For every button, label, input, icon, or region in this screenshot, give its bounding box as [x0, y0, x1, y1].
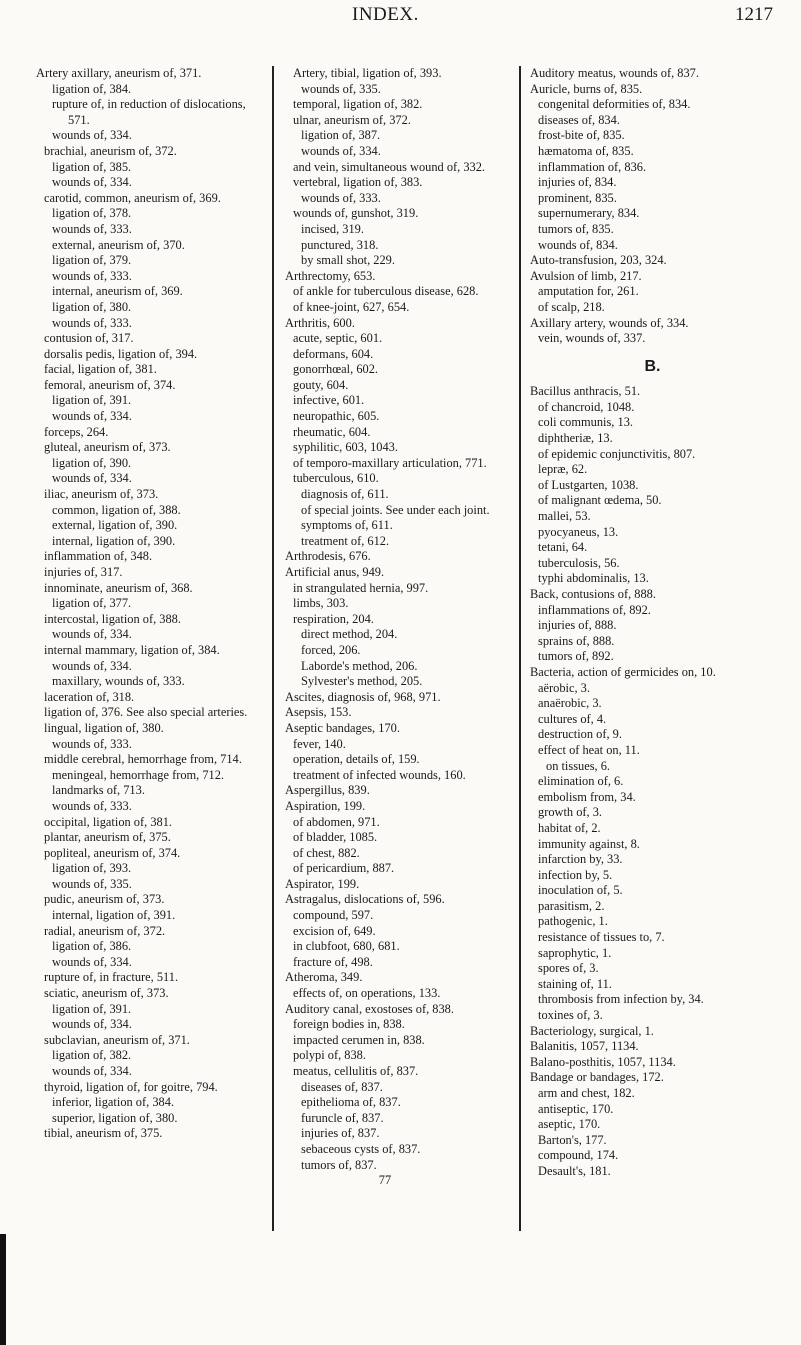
- index-entry: Bandage or bandages, 172.: [530, 1070, 664, 1085]
- index-entry: in clubfoot, 680, 681.: [293, 939, 400, 954]
- index-entry: sebaceous cysts of, 837.: [301, 1141, 421, 1156]
- index-entry: Bacillus anthracis, 51.: [530, 384, 641, 399]
- index-entry: pyocyaneus, 13.: [538, 524, 619, 539]
- index-entry: limbs, 303.: [293, 596, 349, 611]
- index-entry: superior, ligation of, 380.: [52, 1110, 178, 1125]
- index-entry: parasitism, 2.: [538, 898, 605, 913]
- index-column-3: [530, 66, 775, 1180]
- index-entry: wounds of, 334.: [52, 1017, 132, 1032]
- index-entry: staining of, 11.: [538, 976, 612, 991]
- index-entry: tuberculosis, 56.: [538, 555, 620, 570]
- index-entry: internal, ligation of, 391.: [52, 908, 176, 923]
- footer-signature: 77: [378, 1173, 392, 1188]
- index-entry: internal, aneurism of, 369.: [52, 284, 183, 299]
- index-entry: Arthrodesis, 676.: [285, 549, 371, 564]
- index-entry: effect of heat on, 11.: [538, 742, 640, 757]
- index-entry: treatment of infected wounds, 160.: [293, 767, 466, 782]
- index-entry: ligation of, 377.: [52, 596, 132, 611]
- index-entry: injuries of, 834.: [538, 175, 617, 190]
- index-entry: of ankle for tuberculous disease, 628.: [293, 284, 479, 299]
- column-rule-right: [519, 66, 521, 1231]
- index-entry: arm and chest, 182.: [538, 1086, 635, 1100]
- index-entry: of abdomen, 971.: [293, 814, 380, 829]
- index-entry: polypi of, 838.: [293, 1048, 366, 1063]
- index-entry: of chest, 882.: [293, 845, 360, 860]
- index-entry: Astragalus, dislocations of, 596.: [285, 892, 445, 907]
- index-column-2: [285, 66, 511, 1189]
- index-entry: immunity against, 8.: [538, 836, 640, 851]
- index-entry: iliac, aneurism of, 373.: [44, 487, 159, 502]
- index-entry: Balano-posthitis, 1057, 1134.: [530, 1054, 676, 1069]
- index-entry: impacted cerumen in, 838.: [293, 1032, 425, 1047]
- index-entry: inoculation of, 5.: [538, 883, 623, 898]
- index-entry: symptoms of, 611.: [301, 518, 393, 533]
- index-entry: radial, aneurism of, 372.: [44, 923, 166, 938]
- index-entry: wounds of, gunshot, 319.: [293, 206, 419, 221]
- index-entry: incised, 319.: [301, 221, 364, 236]
- index-entry: Aspiration, 199.: [285, 798, 366, 813]
- index-entry: inflammations of, 892.: [538, 602, 651, 617]
- index-entry: Arthrectomy, 653.: [285, 268, 376, 283]
- index-entry: fracture of, 498.: [293, 954, 373, 969]
- index-entry: ulnar, aneurism of, 372.: [293, 112, 411, 127]
- index-entry: gluteal, aneurism of, 373.: [44, 440, 171, 455]
- index-entry: of malignant œdema, 50.: [538, 493, 662, 508]
- index-entry: wounds of, 834.: [538, 237, 618, 252]
- index-entry: Bacteriology, surgical, 1.: [530, 1023, 654, 1038]
- index-entry: wounds of, 335.: [52, 876, 132, 891]
- index-entry: acute, septic, 601.: [293, 331, 383, 346]
- index-entry: external, ligation of, 390.: [52, 518, 178, 533]
- index-entry: ligation of, 387.: [301, 128, 381, 143]
- index-entry: coli communis, 13.: [538, 415, 633, 430]
- index-entry: vertebral, ligation of, 383.: [293, 175, 423, 190]
- page-number: 1217: [735, 4, 773, 25]
- index-column-1: [36, 66, 261, 1142]
- index-entry: fever, 140.: [293, 736, 346, 751]
- index-entry: infection by, 5.: [538, 867, 613, 882]
- index-entry: resistance of tissues to, 7.: [538, 930, 665, 945]
- index-entry: compound, 597.: [293, 908, 374, 923]
- column-rule-left: [272, 66, 274, 1231]
- index-entry: pathogenic, 1.: [538, 914, 608, 929]
- index-entry: of epidemic conjunctivitis, 807.: [538, 446, 696, 461]
- index-entry: pudic, aneurism of, 373.: [44, 892, 165, 907]
- index-entry: of Lustgarten, 1038.: [538, 477, 639, 492]
- index-entry: prominent, 835.: [538, 190, 617, 205]
- index-entry: aseptic, 170.: [538, 1117, 601, 1132]
- index-entry: excision of, 649.: [293, 923, 376, 938]
- index-entry: growth of, 3.: [538, 805, 603, 820]
- index-entry: ligation of, 391.: [52, 1001, 132, 1016]
- index-entry: typhi abdominalis, 13.: [538, 571, 649, 586]
- index-entry: middle cerebral, hemorrhage from, 714.: [44, 752, 242, 767]
- index-entry: wounds of, 334.: [301, 143, 381, 158]
- index-entry: diphtheriæ, 13.: [538, 431, 613, 446]
- index-entry: Axillary artery, wounds of, 334.: [530, 315, 689, 330]
- index-entry: common, ligation of, 388.: [52, 502, 181, 517]
- index-entry: in strangulated hernia, 997.: [293, 580, 429, 595]
- index-entry: inflammation of, 836.: [538, 159, 647, 174]
- index-entry: plantar, aneurism of, 375.: [44, 830, 171, 845]
- index-entry: forceps, 264.: [44, 424, 109, 439]
- index-entry: of knee-joint, 627, 654.: [293, 299, 410, 314]
- index-entry: tumors of, 837.: [301, 1157, 377, 1172]
- index-entry: habitat of, 2.: [538, 820, 601, 835]
- index-entry: wounds of, 333.: [52, 221, 132, 236]
- index-entry: Auditory meatus, wounds of, 837.: [530, 66, 699, 80]
- index-entry: ligation of, 384.: [52, 81, 132, 96]
- index-entry: respiration, 204.: [293, 611, 374, 626]
- index-entry: rupture of, in reduction of dislocations, 571.: [52, 97, 246, 127]
- index-entry: Asepsis, 153.: [285, 705, 352, 720]
- index-entry: by small shot, 229.: [301, 253, 395, 268]
- index-entry: Arthritis, 600.: [285, 315, 355, 330]
- index-entry: wounds of, 334.: [52, 175, 132, 190]
- index-entry: cultures of, 4.: [538, 711, 607, 726]
- index-column-3-entries-a: [530, 66, 775, 347]
- index-entry: wounds of, 334.: [52, 1064, 132, 1078]
- index-entry: external, aneurism of, 370.: [52, 237, 185, 252]
- index-entry: laceration of, 318.: [44, 689, 135, 704]
- index-entry: aërobic, 3.: [538, 680, 590, 695]
- index-entry: ligation of, 379.: [52, 253, 132, 268]
- index-entry: inferior, ligation of, 384.: [52, 1095, 175, 1110]
- index-entry: congenital deformities of, 834.: [538, 97, 691, 112]
- index-entry: injuries of, 888.: [538, 618, 617, 633]
- index-entry: wounds of, 333.: [52, 798, 132, 813]
- index-entry: internal mammary, ligation of, 384.: [44, 642, 220, 657]
- index-entry: ligation of, 380.: [52, 299, 132, 314]
- index-entry: wounds of, 334.: [52, 471, 132, 486]
- index-entry: mallei, 53.: [538, 509, 591, 524]
- index-entry: operation, details of, 159.: [293, 752, 420, 767]
- index-entry: Auricle, burns of, 835.: [530, 81, 643, 96]
- index-entry: temporal, ligation of, 382.: [293, 97, 423, 112]
- index-entry: Aspirator, 199.: [285, 876, 360, 891]
- index-entry: embolism from, 34.: [538, 789, 636, 804]
- index-entry: wounds of, 333.: [52, 268, 132, 283]
- index-entry: wounds of, 334.: [52, 954, 132, 969]
- index-entry: wounds of, 333.: [301, 190, 381, 205]
- index-entry: direct method, 204.: [301, 627, 398, 642]
- index-entry: hæmatoma of, 835.: [538, 143, 634, 158]
- index-entry: tuberculous, 610.: [293, 471, 379, 486]
- index-entry: tetani, 64.: [538, 540, 588, 555]
- index-entry: injuries of, 317.: [44, 565, 123, 579]
- index-entry: of pericardium, 887.: [293, 861, 395, 876]
- index-entry: inflammation of, 348.: [44, 549, 153, 564]
- index-entry: neuropathic, 605.: [293, 409, 380, 424]
- index-entry: femoral, aneurism of, 374.: [44, 377, 176, 392]
- index-entry: rheumatic, 604.: [293, 424, 371, 439]
- section-letter-heading: B.: [644, 357, 661, 375]
- index-entry: vein, wounds of, 337.: [538, 331, 646, 346]
- index-entry: internal, ligation of, 390.: [52, 533, 176, 548]
- index-entry: elimination of, 6.: [538, 774, 624, 789]
- index-entry: forced, 206.: [301, 642, 361, 657]
- index-entry: lepræ, 62.: [538, 462, 588, 477]
- index-entry: ligation of, 391.: [52, 393, 132, 408]
- page-header: [0, 2, 801, 28]
- index-entry: of scalp, 218.: [538, 299, 605, 314]
- index-entry: wounds of, 334.: [52, 658, 132, 673]
- index-entry: destruction of, 9.: [538, 727, 622, 742]
- index-entry: intercostal, ligation of, 388.: [44, 611, 181, 626]
- index-entry: infarction by, 33.: [538, 852, 623, 867]
- index-entry: Artificial anus, 949.: [285, 565, 385, 579]
- index-entry: diseases of, 837.: [301, 1079, 383, 1094]
- index-entry: wounds of, 334.: [52, 409, 132, 424]
- index-entry: furuncle of, 837.: [301, 1110, 384, 1125]
- index-entry: diagnosis of, 611.: [301, 487, 389, 502]
- index-entry: of temporo-maxillary articulation, 771.: [293, 455, 487, 470]
- index-entry: Barton's, 177.: [538, 1132, 607, 1147]
- index-entry: foreign bodies in, 838.: [293, 1017, 405, 1032]
- index-entry: maxillary, wounds of, 333.: [52, 674, 185, 689]
- index-entry: treatment of, 612.: [301, 533, 390, 548]
- index-entry: amputation for, 261.: [538, 284, 639, 299]
- index-entry: thrombosis from infection by, 34.: [538, 992, 704, 1007]
- index-entry: facial, ligation of, 381.: [44, 362, 157, 377]
- index-entry: tibial, aneurism of, 375.: [44, 1126, 163, 1141]
- index-entry: infective, 601.: [293, 393, 365, 408]
- index-entry: punctured, 318.: [301, 237, 379, 252]
- index-entry: Balanitis, 1057, 1134.: [530, 1039, 639, 1054]
- index-entry: deformans, 604.: [293, 346, 374, 361]
- index-entry: of bladder, 1085.: [293, 830, 378, 845]
- running-title: INDEX.: [352, 4, 419, 25]
- index-entry: popliteal, aneurism of, 374.: [44, 845, 181, 860]
- scan-edge-mark: [0, 1234, 6, 1345]
- index-entry: compound, 174.: [538, 1148, 619, 1163]
- index-entry: ligation of, 376. See also special arteries.: [44, 705, 248, 720]
- index-entry: wounds of, 335.: [301, 81, 381, 96]
- index-entry: ligation of, 378.: [52, 206, 132, 221]
- index-entry: spores of, 3.: [538, 961, 599, 976]
- index-entry: thyroid, ligation of, for goitre, 794.: [44, 1079, 218, 1094]
- index-entry: landmarks of, 713.: [52, 783, 145, 798]
- index-entry: of special joints. See under each joint.: [301, 502, 490, 517]
- index-entry: injuries of, 837.: [301, 1126, 380, 1141]
- index-entry: Aspergillus, 839.: [285, 783, 370, 798]
- index-entry: Aseptic bandages, 170.: [285, 720, 400, 735]
- index-entry: wounds of, 334.: [52, 627, 132, 642]
- index-entry: saprophytic, 1.: [538, 945, 612, 960]
- index-entry: diseases of, 834.: [538, 112, 620, 127]
- index-entry: meatus, cellulitis of, 837.: [293, 1064, 419, 1078]
- index-entry: ligation of, 386.: [52, 939, 132, 954]
- index-column-2-entries: [285, 66, 511, 1173]
- index-entry: frost-bite of, 835.: [538, 128, 625, 143]
- index-entry: tumors of, 892.: [538, 649, 614, 664]
- index-entry: subclavian, aneurism of, 371.: [44, 1032, 190, 1047]
- index-entry: Artery, tibial, ligation of, 393.: [293, 66, 442, 80]
- index-entry: sprains of, 888.: [538, 633, 615, 648]
- index-entry: Atheroma, 349.: [285, 970, 363, 985]
- index-entry: contusion of, 317.: [44, 331, 134, 346]
- index-entry: on tissues, 6.: [546, 758, 611, 773]
- index-entry: Auditory canal, exostoses of, 838.: [285, 1001, 454, 1016]
- index-entry: gonorrhœal, 602.: [293, 362, 378, 377]
- index-entry: occipital, ligation of, 381.: [44, 814, 173, 829]
- index-entry: meningeal, hemorrhage from, 712.: [52, 767, 225, 782]
- index-entry: tumors of, 835.: [538, 221, 614, 236]
- index-entry: wounds of, 333.: [52, 736, 132, 751]
- index-entry: ligation of, 393.: [52, 861, 132, 876]
- index-entry: brachial, aneurism of, 372.: [44, 143, 177, 158]
- index-entry: toxines of, 3.: [538, 1008, 603, 1023]
- index-entry: Ascites, diagnosis of, 968, 971.: [285, 689, 441, 704]
- index-entry: sciatic, aneurism of, 373.: [44, 986, 169, 1001]
- index-entry: Artery axillary, aneurism of, 371.: [36, 66, 202, 80]
- index-entry: gouty, 604.: [293, 377, 349, 392]
- index-entry: Back, contusions of, 888.: [530, 587, 656, 601]
- index-entry: ligation of, 390.: [52, 455, 132, 470]
- index-entry: Desault's, 181.: [538, 1163, 611, 1178]
- index-entry: Auto-transfusion, 203, 324.: [530, 253, 667, 268]
- index-column-3-entries-b: [530, 384, 775, 1179]
- index-entry: syphilitic, 603, 1043.: [293, 440, 398, 455]
- index-entry: supernumerary, 834.: [538, 206, 640, 221]
- index-entry: Sylvester's method, 205.: [301, 674, 423, 689]
- index-entry: antiseptic, 170.: [538, 1101, 614, 1116]
- index-entry: Laborde's method, 206.: [301, 658, 418, 673]
- index-entry: ligation of, 382.: [52, 1048, 132, 1063]
- index-entry: effects of, on operations, 133.: [293, 986, 441, 1001]
- index-entry: innominate, aneurism of, 368.: [44, 580, 193, 595]
- index-entry: rupture of, in fracture, 511.: [44, 970, 179, 985]
- index-entry: wounds of, 334.: [52, 128, 132, 143]
- index-entry: of chancroid, 1048.: [538, 399, 635, 414]
- index-entry: lingual, ligation of, 380.: [44, 720, 164, 735]
- index-entry: epithelioma of, 837.: [301, 1095, 401, 1110]
- index-entry: Avulsion of limb, 217.: [530, 268, 642, 283]
- index-entry: Bacteria, action of germicides on, 10.: [530, 664, 716, 679]
- index-entry: ligation of, 385.: [52, 159, 132, 174]
- index-entry: carotid, common, aneurism of, 369.: [44, 190, 221, 205]
- index-entry: anaërobic, 3.: [538, 696, 602, 711]
- index-entry: wounds of, 333.: [52, 315, 132, 330]
- index-entry: dorsalis pedis, ligation of, 394.: [44, 346, 198, 361]
- index-entry: and vein, simultaneous wound of, 332.: [293, 159, 486, 174]
